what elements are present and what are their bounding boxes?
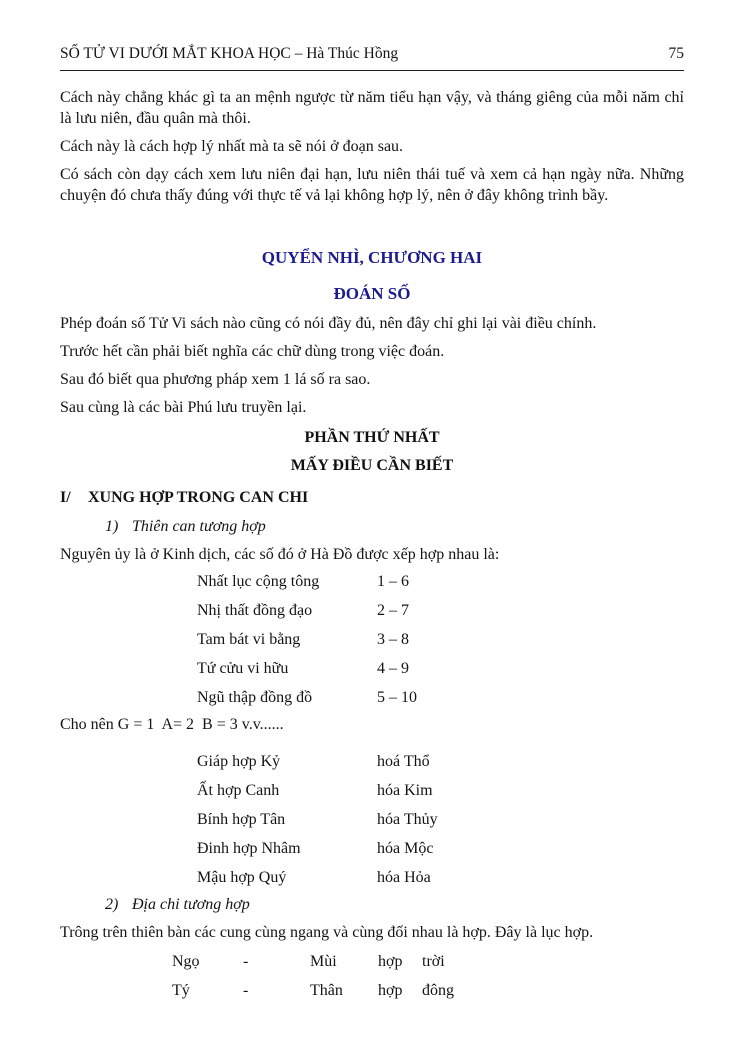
chi-hop: hợp (378, 982, 403, 999)
number-pair-row (60, 687, 684, 708)
number-pair-row (60, 658, 684, 679)
chi-dash: - (243, 982, 249, 999)
chapter-paragraph: Trước hết cần phải biết nghĩa các chữ dùng trong việc đoán. (60, 343, 445, 360)
pair-value: hóa Hỏa (377, 869, 431, 886)
chi-result: trời (422, 953, 445, 970)
pair-value: hóa Thủy (377, 811, 438, 828)
pair-label: Nhị thất đồng đạo (197, 602, 313, 619)
subsection-heading (60, 516, 684, 537)
chi-result: đông (422, 982, 454, 999)
pair-value: 2 – 7 (377, 602, 409, 619)
chi-right: Mùi (310, 953, 337, 970)
chapter-paragraph: Sau đó biết qua phương pháp xem 1 lá số ra sao. (60, 371, 371, 388)
pair-value: hóa Mộc (377, 840, 434, 857)
subsection-intro: Trông trên thiên bàn các cung cùng ngang và cùng đối nhau là hợp. Đây là lục hợp. (60, 924, 594, 941)
page-number: 75 (668, 45, 684, 62)
can-pair-row (60, 780, 684, 801)
number-pair-row (60, 600, 684, 621)
subsection-intro: Nguyên ủy là ở Kinh dịch, các số đó ở Hà Đồ được xếp hợp nhau là: (60, 546, 500, 563)
number-pair-row (60, 629, 684, 650)
pair-value: 5 – 10 (377, 689, 417, 706)
chapter-paragraph: Sau cùng là các bài Phú lưu truyền lại. (60, 399, 307, 416)
can-pair-row (60, 867, 684, 888)
pair-label: Giáp hợp Kỷ (197, 753, 281, 770)
chi-pair-row (60, 951, 684, 972)
number-pair-row (60, 571, 684, 592)
chi-left: Ngọ (172, 953, 200, 970)
pair-label: Mậu hợp Quý (197, 869, 287, 886)
intro-paragraph: Có sách còn dạy cách xem lưu niên đại hạn, lưu niên thái tuế và xem cả hạn ngày nữa. Những chuyện đó chưa thấy đúng với thực tế vả lại không hợp lý, nên ở đây không trình bầy. (60, 166, 684, 204)
pair-value: 3 – 8 (377, 631, 409, 648)
subsection-number: 1) (105, 518, 119, 535)
chi-right: Thân (310, 982, 343, 999)
section-heading (60, 487, 684, 509)
pair-label: Tam bát vi bằng (197, 631, 301, 648)
subsection-heading (60, 894, 684, 915)
pair-label: Ngũ thập đồng đồ (197, 689, 313, 706)
section-title: XUNG HỢP TRONG CAN CHI (88, 489, 309, 506)
can-pair-row (60, 838, 684, 859)
conclusion-line: Cho nên G = 1 A= 2 B = 3 v.v...... (60, 716, 284, 733)
pair-value: 4 – 9 (377, 660, 409, 677)
chapter-heading-line1: QUYỂN NHÌ, CHƯƠNG HAI (261, 248, 483, 267)
section-numeral: I/ (60, 489, 71, 506)
chi-hop: hợp (378, 953, 403, 970)
part-heading-line1: PHẦN THỨ NHẤT (304, 429, 440, 446)
book-title: SỐ TỬ VI DƯỚI MẮT KHOA HỌC – Hà Thúc Hồng (60, 45, 399, 62)
pair-value: hoá Thổ (377, 753, 430, 770)
subsection-number: 2) (105, 896, 119, 913)
can-pair-row (60, 809, 684, 830)
pair-label: Ất hợp Canh (197, 782, 280, 799)
chi-left: Tý (172, 982, 190, 999)
chapter-heading-line2: ĐOÁN SỐ (333, 284, 411, 303)
can-pair-row (60, 751, 684, 772)
page-header (60, 44, 684, 71)
pair-label: Bính hợp Tân (197, 811, 286, 828)
pair-label: Tứ cửu vi hữu (197, 660, 289, 677)
pair-label: Nhất lục cộng tông (197, 573, 320, 590)
pair-value: 1 – 6 (377, 573, 409, 590)
chi-pair-row (60, 980, 684, 1001)
subsection-title: Thiên can tương hợp (132, 518, 266, 535)
pair-value: hóa Kim (377, 782, 433, 799)
part-heading-line2: MẤY ĐIỀU CẦN BIẾT (290, 457, 454, 474)
intro-paragraph: Cách này chẳng khác gì ta an mệnh ngược từ năm tiểu hạn vậy, và tháng giêng của mỗi năm chỉ là lưu niên, đầu quân mà thôi. (60, 89, 684, 127)
subsection-title: Địa chi tương hợp (132, 896, 250, 913)
intro-paragraph: Cách này là cách hợp lý nhất mà ta sẽ nói ở đoạn sau. (60, 138, 404, 155)
pair-label: Đinh hợp Nhâm (197, 840, 301, 857)
chi-dash: - (243, 953, 249, 970)
chapter-paragraph: Phép đoán số Tử Vi sách nào cũng có nói đầy đủ, nên đây chỉ ghi lại vài điều chính. (60, 315, 597, 332)
